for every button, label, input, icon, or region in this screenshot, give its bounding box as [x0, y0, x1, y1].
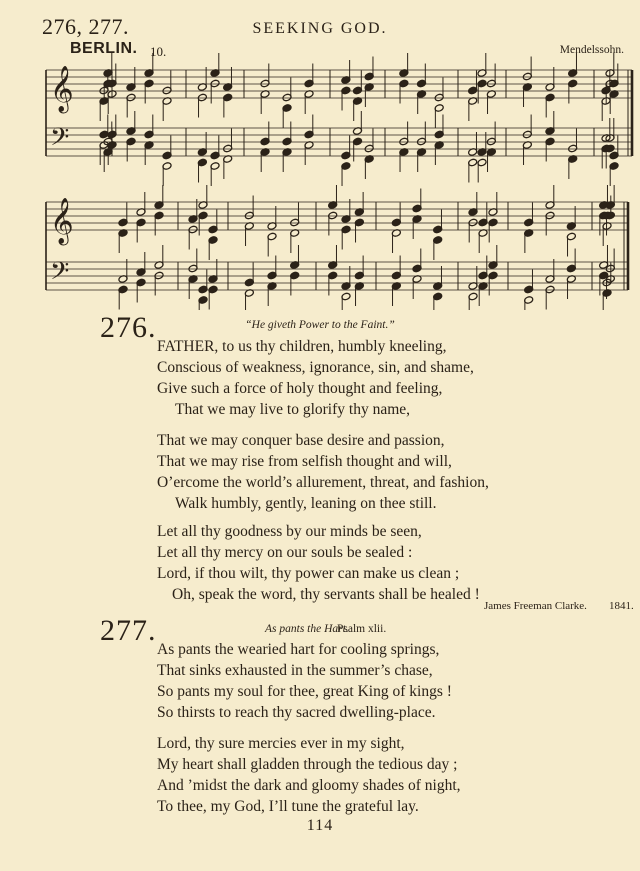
verse-line — [157, 542, 480, 563]
verse-line — [157, 796, 461, 817]
verse-line-text: To thee, my God, I’ll tune the grateful lay. — [157, 798, 419, 815]
verse-line-text: Lord, if thou wilt, thy power can make us clean ; — [157, 565, 460, 582]
verse-line-text: Give such a force of holy thought and feeling, — [157, 380, 443, 397]
verse-line-text: My heart shall gladden through the tedious day ; — [157, 756, 458, 773]
verse-line — [157, 472, 489, 493]
verse-line-text: So pants my soul for thee, great King of kings ! — [157, 683, 452, 700]
music-system-2 — [46, 185, 628, 310]
verse-line-text: Lord, thy sure mercies ever in my sight, — [157, 735, 405, 752]
page-title: SEEKING GOD. — [252, 20, 388, 37]
verse-line — [157, 563, 480, 584]
treble-clef-icon: 𝄞 — [50, 66, 74, 112]
verse-line-text: O’ercome the world’s allurement, threat, and fashion, — [157, 474, 489, 491]
hymn-276-author: James Freeman Clarke. — [484, 600, 587, 612]
hymn-277-subtitle: As pants the Hart. — [265, 623, 349, 635]
bass-clef-icon: 𝄢 — [50, 257, 70, 292]
hymn-277-psalm-reference: Psalm xlii. — [337, 623, 387, 635]
music-score — [0, 0, 640, 310]
verse-line — [157, 702, 452, 723]
verse-line-text: As pants the wearied hart for cooling springs, — [157, 641, 440, 658]
hymn-276-number: 276. — [100, 311, 157, 344]
verse-line-text: Conscious of weakness, ignorance, sin, and shame, — [157, 359, 474, 376]
treble-clef-icon: 𝄞 — [50, 198, 74, 244]
hymn-277-stanza-1 — [157, 639, 452, 723]
verse-line — [157, 521, 480, 542]
verse-line — [157, 336, 474, 357]
verse-line-text: That we may live to glorify thy name, — [175, 401, 411, 418]
verse-line — [157, 378, 474, 399]
verse-line — [157, 775, 461, 796]
verse-line-text: That we may rise from selfish thought and will, — [157, 453, 452, 470]
hymn-276-stanza-3 — [157, 521, 480, 605]
verse-line-text: FATHER, to us thy children, humbly kneeling, — [157, 338, 447, 355]
hymn-276-stanza-1 — [157, 336, 474, 420]
verse-line — [157, 451, 489, 472]
verse-line — [157, 357, 474, 378]
hymn-276-subtitle: “He giveth Power to the Faint.” — [245, 319, 395, 331]
hymn-277-number: 277. — [100, 614, 157, 647]
hymn-276-year: 1841. — [609, 600, 634, 612]
verse-line — [157, 493, 489, 514]
composer-credit: Mendelssohn. — [559, 44, 624, 56]
verse-line — [157, 399, 474, 420]
bass-clef-icon: 𝄢 — [50, 123, 70, 158]
verse-line — [157, 660, 452, 681]
verse-line — [157, 733, 461, 754]
verse-line-text: That sinks exhausted in the summer’s chase, — [157, 662, 433, 679]
tune-name: BERLIN. — [70, 40, 138, 57]
page-number: 114 — [306, 817, 334, 834]
verse-line-text: That we may conquer base desire and passion, — [157, 432, 445, 449]
verse-line — [157, 639, 452, 660]
verse-line-text: So thirsts to reach thy sacred dwelling-place. — [157, 704, 436, 721]
hymn-276-stanza-2 — [157, 430, 489, 514]
hymn-277-stanza-2 — [157, 733, 461, 817]
verse-line-text: And ’midst the dark and gloomy shades of night, — [157, 777, 461, 794]
verse-line-text: Walk humbly, gently, leaning on thee still. — [175, 495, 437, 512]
verse-line — [157, 681, 452, 702]
verse-line-text: Let all thy mercy on our souls be sealed : — [157, 544, 413, 561]
verse-line — [157, 430, 489, 451]
verse-line-text: Oh, speak the word, thy servants shall be healed ! — [172, 586, 480, 603]
verse-line — [157, 584, 480, 605]
tune-meter: 10. — [150, 44, 167, 59]
hymn-numbers-heading: 276, 277. — [42, 14, 129, 39]
verse-line-text: Let all thy goodness by our minds be seen, — [157, 523, 422, 540]
verse-line — [157, 754, 461, 775]
music-system-1 — [46, 53, 632, 186]
